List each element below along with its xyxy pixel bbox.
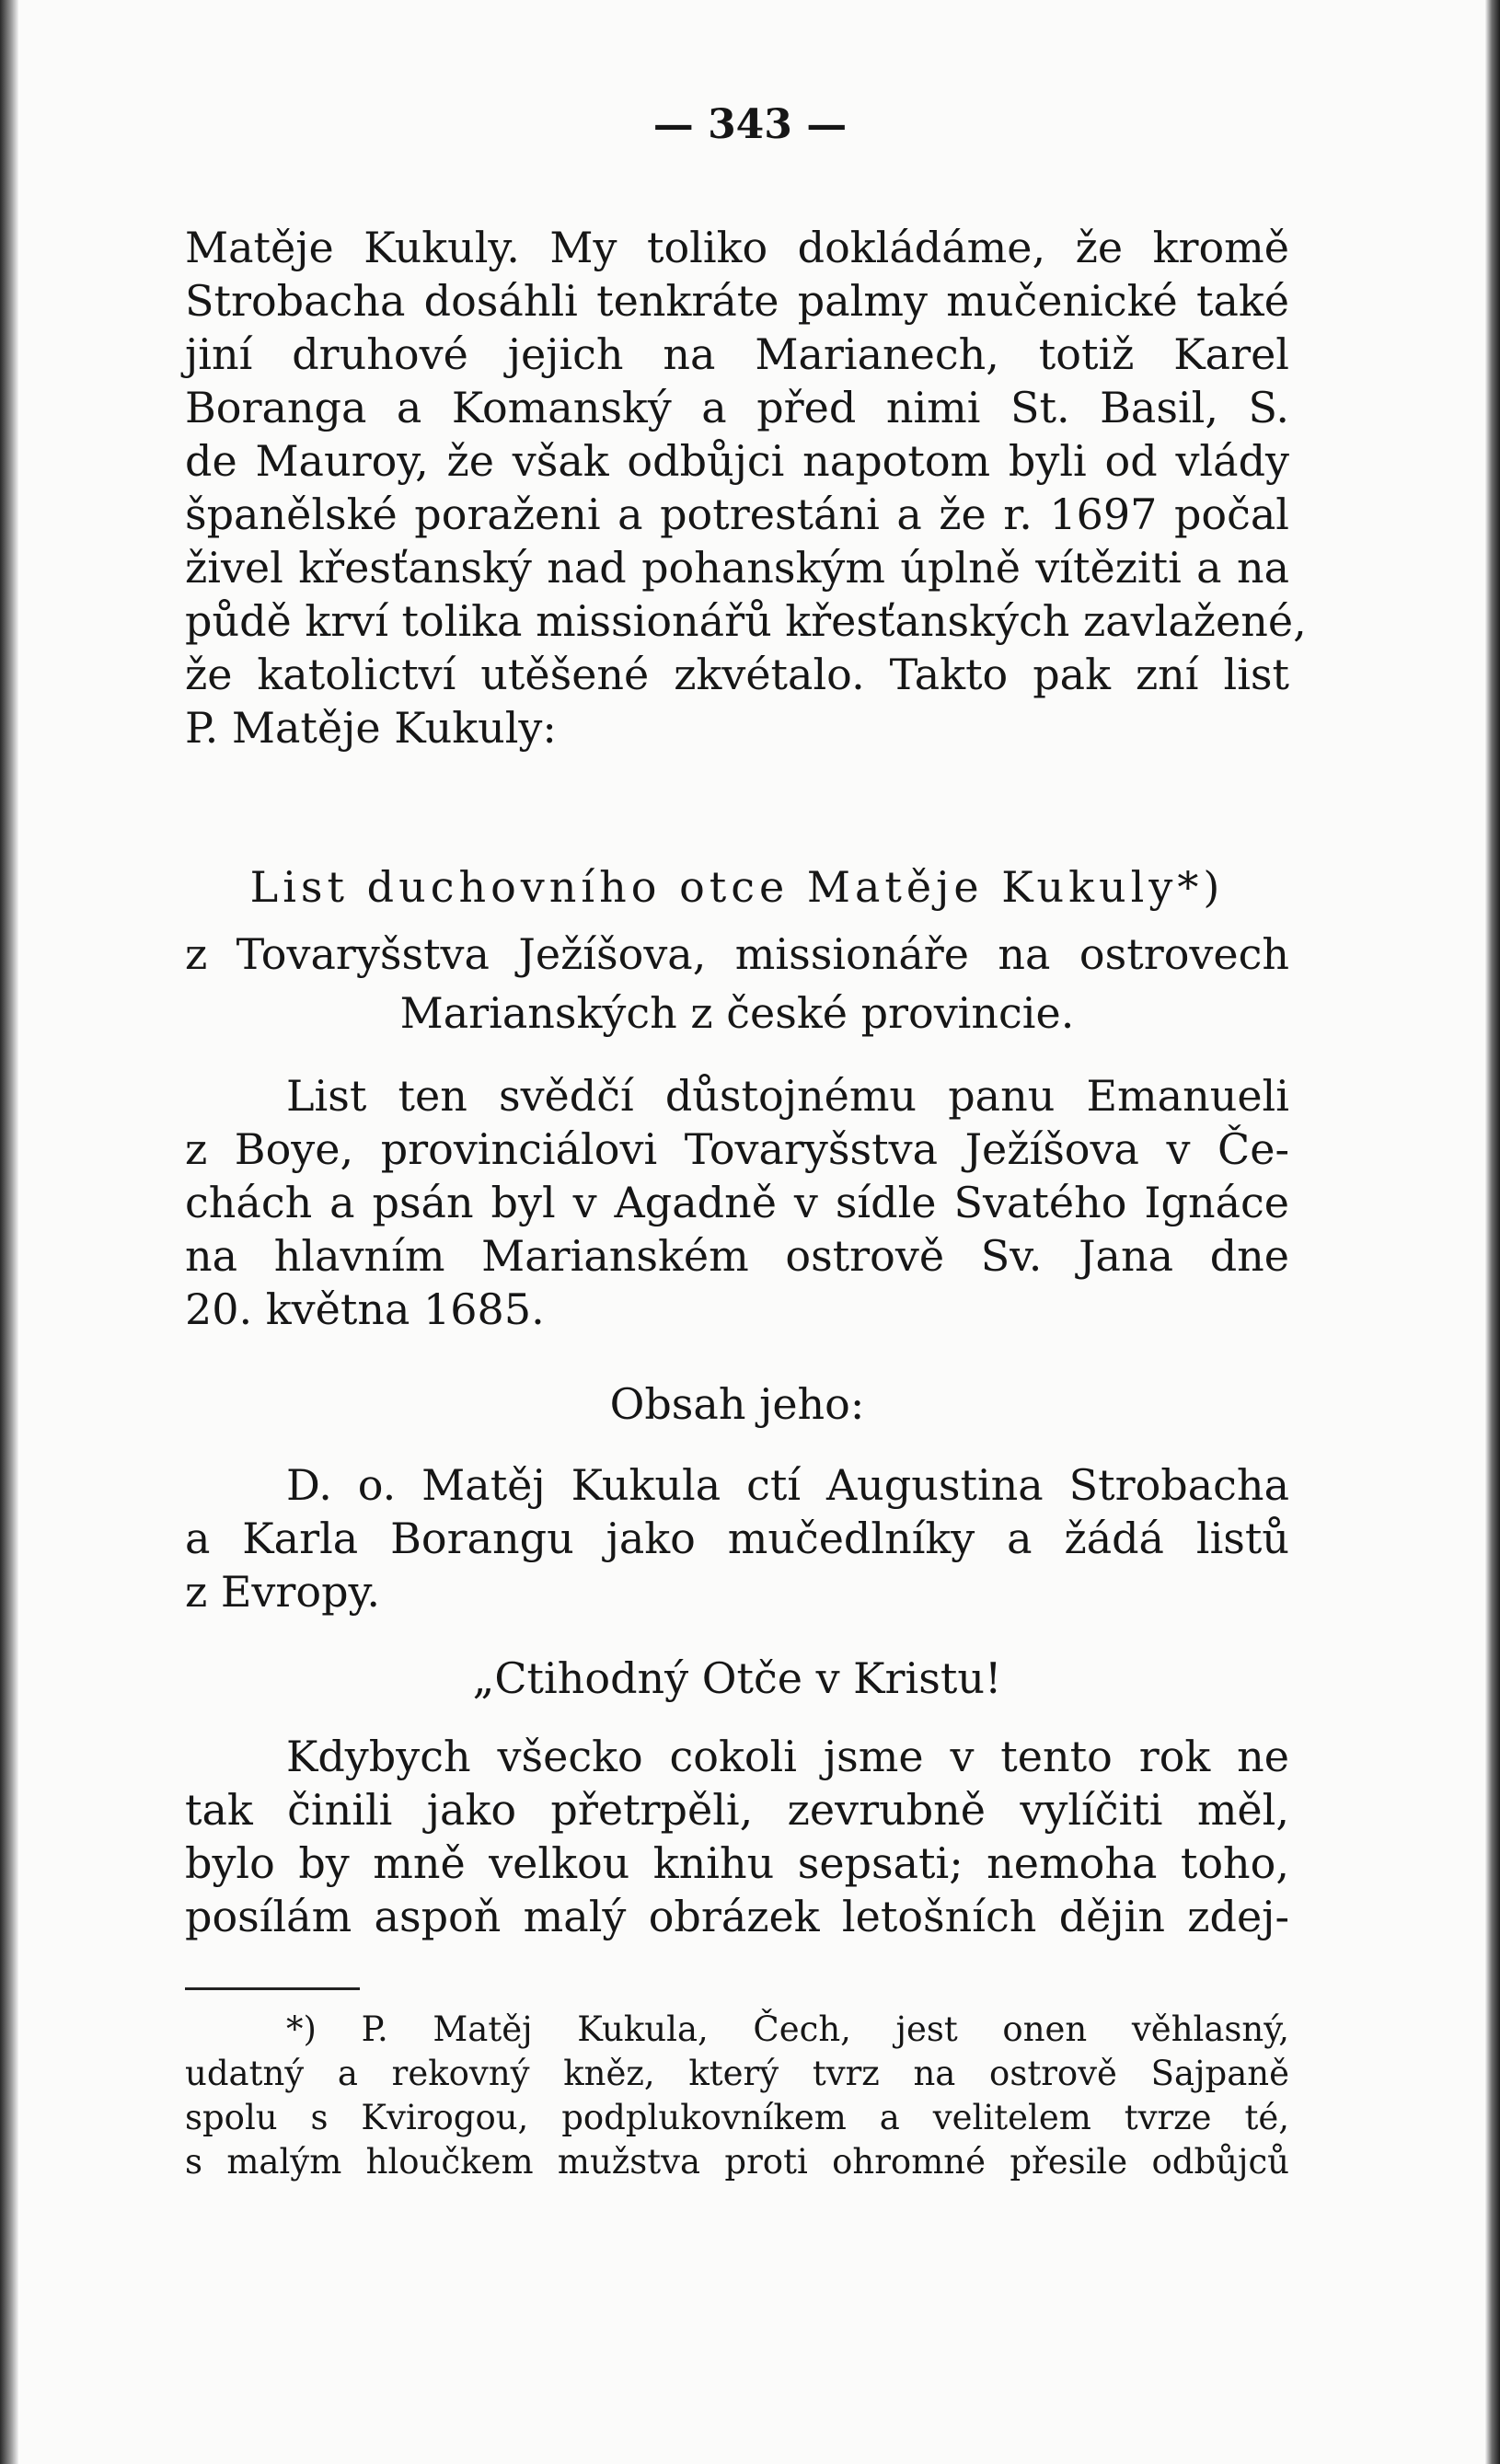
text-line: udatný a rekovný kněz, který tvrz na ostrově Sajpaně bbox=[185, 2054, 1289, 2093]
paragraph-letter-intro bbox=[185, 1069, 1289, 1336]
text-line: že katolictví utěšené zkvétalo. Takto pak zní list bbox=[185, 650, 1289, 699]
text-line: tak činili jako přetrpěli, zevrubně vylíčiti měl, bbox=[185, 1785, 1289, 1835]
text-line: Matěje Kukuly. My toliko dokládáme, že kromě bbox=[185, 223, 1289, 272]
text-line: půdě krví tolika missionářů křesťanských zavlažené, bbox=[185, 596, 1307, 646]
contents-heading: Obsah jeho: bbox=[609, 1379, 865, 1429]
text-line: P. Matěje Kukuly: bbox=[185, 703, 557, 753]
page-number: — 343 — bbox=[652, 101, 848, 148]
text-line: bylo by mně velkou knihu sepsati; nemoha toho, bbox=[185, 1838, 1289, 1888]
letter-heading: List duchovního otce Matěje Kukuly*) bbox=[249, 862, 1225, 912]
text-line: z Evropy. bbox=[185, 1567, 381, 1617]
text-line: živel křesťanský nad pohanským úplně vítěziti a na bbox=[185, 543, 1289, 593]
text-line: posílám aspoň malý obrázek letošních dějin zdej- bbox=[185, 1892, 1289, 1941]
text-line: španělské poraženi a potrestáni a že r. 1697 počal bbox=[185, 489, 1289, 539]
page-edge-shadow bbox=[1485, 0, 1500, 2464]
text-line: jiní druhové jejich na Marianech, totiž Karel bbox=[185, 329, 1289, 379]
text-line: s malým hloučkem mužstva proti ohromné přesile odbůjců bbox=[185, 2142, 1289, 2182]
page-binding-shadow bbox=[0, 0, 18, 2464]
text-line: Strobacha dosáhli tenkráte palmy mučenické také bbox=[185, 276, 1289, 326]
text-line: a Karla Borangu jako mučedlníky a žádá listů bbox=[185, 1514, 1289, 1563]
paragraph-letter-body bbox=[185, 1730, 1289, 1943]
salutation: „Ctihodný Otče v Kristu! bbox=[472, 1653, 1002, 1703]
footnote-separator bbox=[185, 1987, 360, 1990]
text-line: List ten svědčí důstojnému panu Emanueli bbox=[286, 1071, 1289, 1121]
text-line: 20. května 1685. bbox=[185, 1284, 545, 1334]
paragraph-intro bbox=[185, 221, 1307, 754]
text-line: spolu s Kvirogou, podplukovníkem a velitelem tvrze té, bbox=[185, 2098, 1289, 2137]
text-line: de Mauroy, že však odbůjci napotom byli od vlády bbox=[185, 436, 1289, 486]
text-line: *) P. Matěj Kukula, Čech, jest onen věhlasný, bbox=[286, 2009, 1289, 2049]
letter-subheading bbox=[185, 927, 1289, 1040]
text-line: Kdybych všecko cokoli jsme v tento rok ne bbox=[286, 1732, 1289, 1781]
text-line: D. o. Matěj Kukula ctí Augustina Strobacha bbox=[286, 1460, 1289, 1510]
text-line: na hlavním Marianském ostrově Sv. Jana dne bbox=[185, 1231, 1289, 1281]
paragraph-contents bbox=[185, 1458, 1289, 1618]
text-line: chách a psán byl v Agadně v sídle Svatého Ignáce bbox=[185, 1178, 1289, 1227]
text-line: z Tovaryšstva Ježíšova, missionáře na ostrovech bbox=[185, 929, 1289, 979]
text-line: z Boye, provinciálovi Tovaryšstva Ježíšova v Če- bbox=[185, 1124, 1289, 1174]
text-line: Marianských z české provincie. bbox=[399, 988, 1075, 1038]
footnote bbox=[185, 2008, 1289, 2184]
text-line: Boranga a Komanský a před nimi St. Basil, S. bbox=[185, 383, 1289, 432]
